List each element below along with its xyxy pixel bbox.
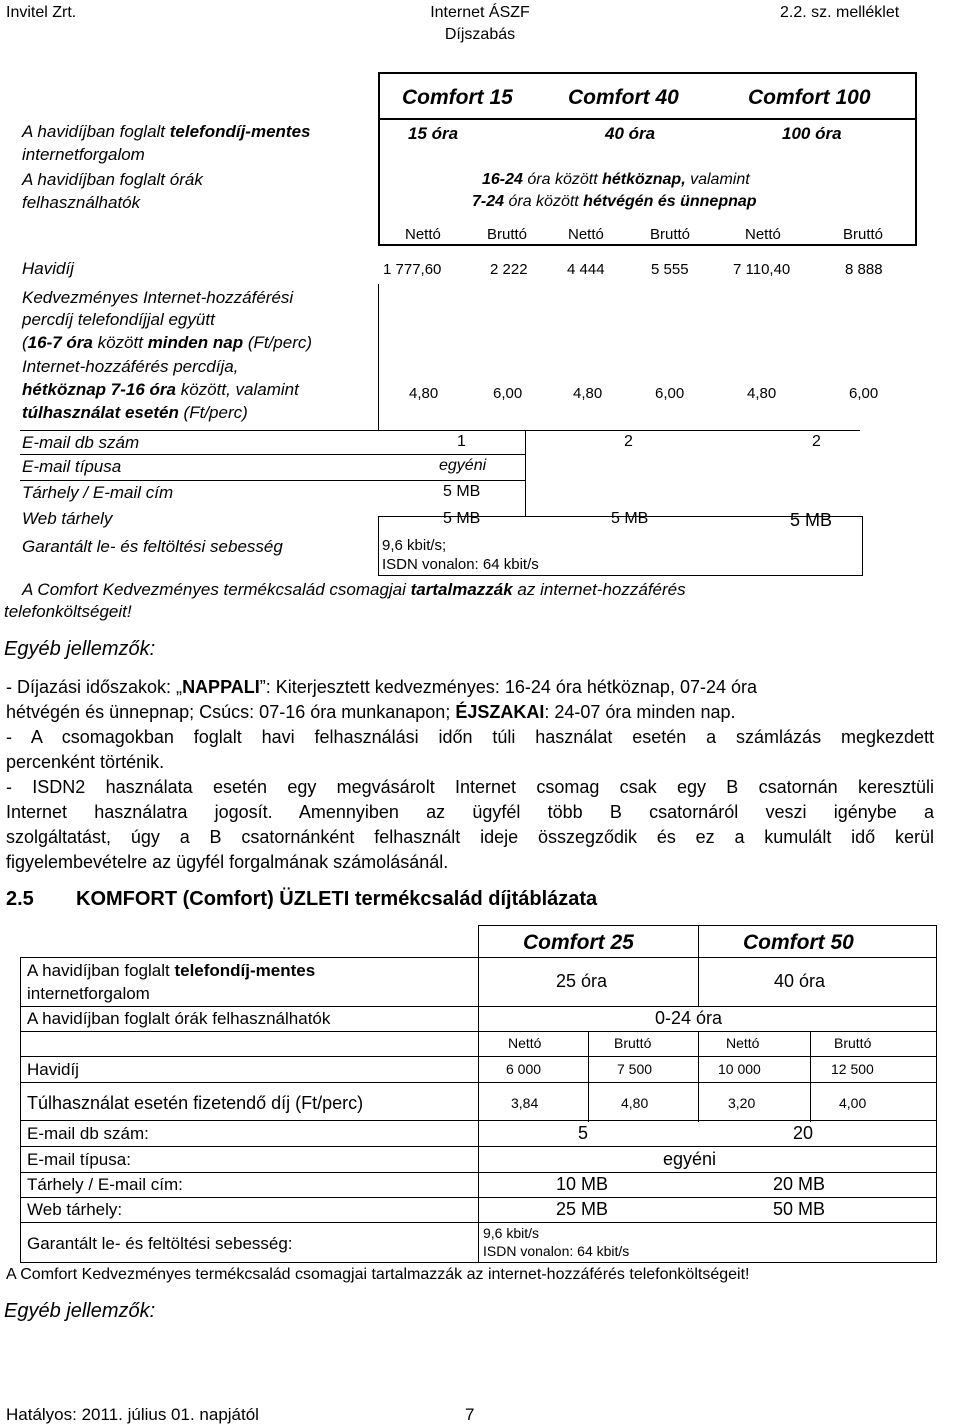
- table1-rule-3: [20, 480, 525, 481]
- percdij-label-line2: hétköznap 7-16 óra között, valamint: [22, 380, 299, 399]
- percdij-value: 4,80: [747, 385, 777, 402]
- percdij-value: 6,00: [655, 385, 685, 402]
- t2-traffic-label-line2: internetforgalom: [27, 984, 150, 1003]
- t2-hours-comfort25: 25 óra: [556, 971, 608, 991]
- hours-comfort15: 15 óra: [408, 124, 459, 143]
- bullet-1-line2: hétvégén és ünnepnap; Csúcs: 07-16 óra munkanapon; ÉJSZAKAI: 24-07 óra minden nap.: [6, 702, 736, 722]
- email-count-value: 2: [812, 433, 821, 450]
- header-annex: 2.2. sz. melléklet: [780, 4, 900, 21]
- t2-overuse-value: 3,84: [511, 1095, 539, 1111]
- header-doc-subtitle: Díjszabás: [444, 26, 516, 43]
- table2-top-rule: [478, 925, 937, 926]
- table2-vrule: [478, 925, 479, 1262]
- email-count-label: E-mail db szám: [22, 433, 140, 452]
- speed-label: Garantált le- és feltöltési sebesség: [22, 537, 283, 556]
- storage-label: Tárhely / E-mail cím: [22, 483, 174, 502]
- t2-havidij-value: 6 000: [506, 1061, 542, 1077]
- note-1: A Comfort Kedvezményes termékcsalád csomagjai tartalmazzák az internet-hozzáférés: [22, 580, 686, 599]
- t2-web-value: 25 MB: [556, 1199, 609, 1219]
- havidij-value: 4 444: [567, 261, 605, 278]
- hours-label-line2: felhasználhatók: [22, 193, 141, 212]
- traffic-label: A havidíjban foglalt telefondíj-mentes: [22, 122, 311, 141]
- percdij-value: 6,00: [493, 385, 523, 402]
- t2-col-netto-2: Nettó: [726, 1035, 760, 1051]
- t2-storage-value: 20 MB: [773, 1174, 826, 1194]
- table2-vrule: [698, 1031, 699, 1122]
- table1-rule-2: [20, 454, 525, 455]
- t2-havidij-value: 7 500: [617, 1061, 653, 1077]
- t2-email-type-value: egyéni: [663, 1149, 717, 1169]
- kedv-label-line2: percdíj telefondíjjal együtt: [22, 310, 215, 329]
- email-count-value: 2: [624, 433, 633, 450]
- col-netto-1: Nettó: [405, 226, 441, 243]
- speed-value-line1: 9,6 kbit/s;: [382, 537, 447, 554]
- bullet-2-line2: percenként történik.: [6, 752, 165, 772]
- note-2: A Comfort Kedvezményes termékcsalád csomagjai tartalmazzák az internet-hozzáférés telefonköltségeit!: [6, 1266, 750, 1283]
- web-value: 5 MB: [790, 510, 833, 530]
- t2-hours-comfort50: 40 óra: [774, 971, 826, 991]
- period-line1: 16-24 óra között hétköznap, valamint: [482, 171, 750, 188]
- percdij-value: 6,00: [849, 385, 879, 402]
- table2-vrule: [20, 957, 21, 1262]
- t2-havidij-label: Havidíj: [27, 1060, 79, 1079]
- t2-email-type-label: E-mail típusa:: [27, 1150, 131, 1169]
- col-netto-2: Nettó: [568, 226, 604, 243]
- web-label: Web tárhely: [22, 509, 113, 528]
- package-comfort15: Comfort 15: [402, 86, 513, 109]
- table1-vrule-left: [378, 284, 379, 430]
- other-features-title: Egyéb jellemzők:: [4, 638, 156, 660]
- hours-comfort40: 40 óra: [605, 124, 656, 143]
- t2-col-netto-1: Nettó: [508, 1035, 542, 1051]
- period-line2: 7-24 óra között hétvégén és ünnepnap: [472, 193, 757, 210]
- col-brutto-1: Bruttó: [487, 226, 528, 243]
- t2-speed-label: Garantált le- és feltöltési sebesség:: [27, 1234, 293, 1253]
- t2-col-brutto-1: Bruttó: [614, 1035, 652, 1051]
- storage-value: 5 MB: [443, 483, 481, 500]
- t2-overuse-value: 4,80: [621, 1095, 649, 1111]
- table2-vrule: [698, 925, 699, 1007]
- kedv-label-line1: Kedvezményes Internet-hozzáférési: [22, 288, 294, 307]
- t2-web-value: 50 MB: [773, 1199, 826, 1219]
- bullet-3-line3: szolgáltatást, úgy a B csatornánként felhasznált ideje összegződik és ez a kumulált idő kerül: [6, 827, 934, 847]
- t2-overuse-value: 3,20: [728, 1095, 756, 1111]
- col-brutto-3: Bruttó: [843, 226, 884, 243]
- havidij-label: Havidíj: [22, 259, 74, 278]
- table2-vrule: [936, 925, 937, 1262]
- traffic-label-line2: internetforgalom: [22, 145, 145, 164]
- email-type-label: E-mail típusa: [22, 457, 122, 476]
- t2-email-count-label: E-mail db szám:: [27, 1124, 149, 1143]
- t2-period: 0-24 óra: [655, 1008, 723, 1028]
- t2-overuse-label: Túlhasználat esetén fizetendő díj (Ft/perc): [27, 1093, 364, 1113]
- kedv-label-line3: (16-7 óra között minden nap (Ft/perc): [22, 333, 313, 352]
- bullet-3-line2: Internet használatra jogosít. Amennyiben az ügyfél több B csatornáról veszi igénybe a: [6, 802, 934, 822]
- speed-value-line2: ISDN vonalon: 64 kbit/s: [382, 556, 539, 573]
- havidij-value: 2 222: [490, 261, 528, 278]
- bullet-2-line1: - A csomagokban foglalt havi felhasználási időn túli használat esetén a számlázás megkezdett: [6, 727, 934, 747]
- t2-storage-value: 10 MB: [556, 1174, 609, 1194]
- package-comfort25: Comfort 25: [523, 931, 634, 954]
- t2-speed-value-line2: ISDN vonalon: 64 kbit/s: [483, 1243, 630, 1259]
- table2-vrule: [810, 1031, 811, 1122]
- package-comfort50: Comfort 50: [743, 931, 854, 954]
- havidij-value: 1 777,60: [383, 261, 442, 278]
- t2-storage-label: Tárhely / E-mail cím:: [27, 1175, 183, 1194]
- table1-divider: [379, 118, 916, 120]
- table1-rule-1: [20, 430, 860, 431]
- t2-web-label: Web tárhely:: [27, 1200, 123, 1219]
- t2-overuse-value: 4,00: [839, 1095, 867, 1111]
- percdij-label-line3: túlhasználat esetén (Ft/perc): [22, 403, 248, 422]
- t2-havidij-value: 10 000: [718, 1061, 761, 1077]
- percdij-value: 4,80: [409, 385, 439, 402]
- web-value: 5 MB: [443, 510, 481, 527]
- note-1-line2: telefonköltségeit!: [4, 602, 132, 621]
- bullet-1-line1: - Díjazási időszakok: „NAPPALI”: Kiterjesztett kedvezményes: 16-24 óra hétköznap, 07-24 óra: [6, 677, 758, 697]
- bullet-3-line4: figyelembevételre az ügyfél forgalmának számolásánál.: [6, 852, 449, 872]
- t2-col-brutto-2: Bruttó: [834, 1035, 872, 1051]
- hours-comfort100: 100 óra: [782, 124, 842, 143]
- col-brutto-2: Bruttó: [650, 226, 691, 243]
- email-type-value: egyéni: [439, 457, 487, 474]
- hours-label-line1: A havidíjban foglalt órák: [22, 170, 203, 189]
- section-number: 2.5: [6, 888, 34, 910]
- header-doc-title: Internet ÁSZF: [430, 4, 530, 21]
- t2-email-count-value: 20: [793, 1123, 814, 1143]
- havidij-value: 7 110,40: [733, 261, 791, 278]
- email-count-value: 1: [457, 433, 466, 450]
- package-comfort100: Comfort 100: [748, 86, 871, 109]
- havidij-value: 8 888: [845, 261, 883, 278]
- table2-rule: [20, 1262, 937, 1263]
- package-comfort40: Comfort 40: [568, 86, 679, 109]
- havidij-value: 5 555: [651, 261, 689, 278]
- percdij-label-line1: Internet-hozzáférés percdíja,: [22, 357, 239, 376]
- other-features-title-2: Egyéb jellemzők:: [4, 1300, 156, 1322]
- t2-hours-label: A havidíjban foglalt órák felhasználhatók: [27, 1009, 331, 1028]
- t2-havidij-value: 12 500: [831, 1061, 874, 1077]
- t2-speed-value-line1: 9,6 kbit/s: [483, 1225, 540, 1241]
- percdij-value: 4,80: [573, 385, 603, 402]
- footer-page-number: 7: [465, 1405, 475, 1424]
- t2-traffic-label: A havidíjban foglalt telefondíj-mentes: [27, 961, 316, 980]
- col-netto-3: Nettó: [745, 226, 781, 243]
- table2-vrule: [588, 1031, 589, 1122]
- header-company: Invitel Zrt.: [6, 4, 77, 21]
- bullet-3-line1: - ISDN2 használata esetén egy megvásárolt Internet csomag csak egy B csatornán keresztüli: [6, 777, 934, 797]
- footer-validity: Hatályos: 2011. július 01. napjától: [6, 1405, 259, 1424]
- web-value: 5 MB: [611, 510, 649, 527]
- t2-email-count-value: 5: [578, 1123, 589, 1143]
- section-title: KOMFORT (Comfort) ÜZLETI termékcsalád díjtáblázata: [76, 888, 598, 910]
- table1-vrule: [525, 430, 526, 516]
